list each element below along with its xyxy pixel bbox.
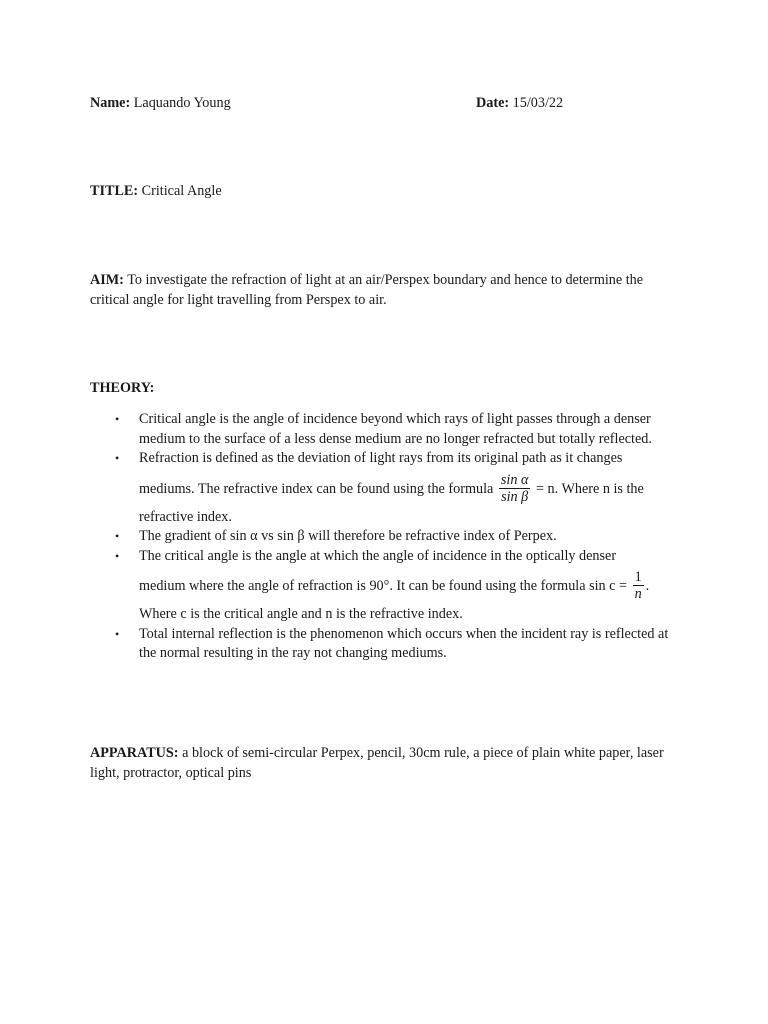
theory-formula-line [139,570,682,603]
list-item [90,410,682,449]
theory-item-text: Total internal reflection is the phenomenon which occurs when the incident ray is reflected at the normal resulting in the ray not changing mediums. [139,625,669,661]
apparatus-section [90,744,680,783]
bullet-icon: • [115,548,120,563]
fraction-numerator: sin α [500,471,529,488]
theory-formula-line [139,473,682,506]
theory-item-text: The gradient of sin α vs sin β will therefore be refractive index of Perpex. [139,528,557,544]
theory-item-text: . [645,577,650,594]
theory-item-line: The critical angle is the angle at which the angle of incidence in the optically denser [139,547,617,564]
date-value: 15/03/22 [512,95,564,111]
apparatus-label: APPARATUS: [90,745,179,761]
list-item [90,449,682,527]
date-label: Date: [476,95,510,111]
refractive-index-fraction [499,472,531,505]
title-value: Critical Angle [141,183,222,199]
theory-list [90,410,682,664]
date-field [476,94,563,114]
list-item [90,527,682,547]
name-field [90,94,231,114]
aim-label: AIM: [90,272,124,288]
bullet-icon: • [115,626,120,641]
theory-heading: THEORY: [90,380,155,396]
fraction-numerator: 1 [634,569,642,585]
theory-item-line: Where c is the critical angle and n is the refractive index. [139,606,463,622]
theory-item-text: Critical angle is the angle of incidence beyond which rays of light passes through a denser medium to the surface of a less dense medium are no longer refracted but totally reflected. [139,411,652,447]
aim-text: To investigate the refraction of light at an air/Perspex boundary and hence to determine the critical angle for light travelling from Perspex to air. [90,272,644,308]
theory-item-text: = n. Where n is the [535,480,644,497]
critical-angle-fraction [633,569,644,602]
title-field [90,182,222,202]
theory-item-line: refractive index. [139,508,232,525]
name-label: Name: [90,95,131,111]
list-item [90,547,682,625]
bullet-icon: • [115,529,120,543]
theory-item-line: Refraction is defined as the deviation of light rays from its original path as it changes [139,450,623,466]
name-value: Laquando Young [133,95,231,111]
theory-item-text: mediums. The refractive index can be found using the formula [139,480,494,497]
bullet-icon: • [115,451,120,465]
fraction-denominator: sin β [501,488,529,505]
bullet-icon: • [115,412,120,426]
apparatus-text: a block of semi-circular Perpex, pencil, 30cm rule, a piece of plain white paper, laser light, protractor, optical pins [90,745,664,781]
fraction-denominator: n [634,586,642,602]
list-item [90,625,682,664]
theory-item-text: medium where the angle of refraction is 90°. It can be found using the formula sin c = [139,577,628,594]
title-label: TITLE: [90,183,139,199]
aim-section [90,271,680,310]
